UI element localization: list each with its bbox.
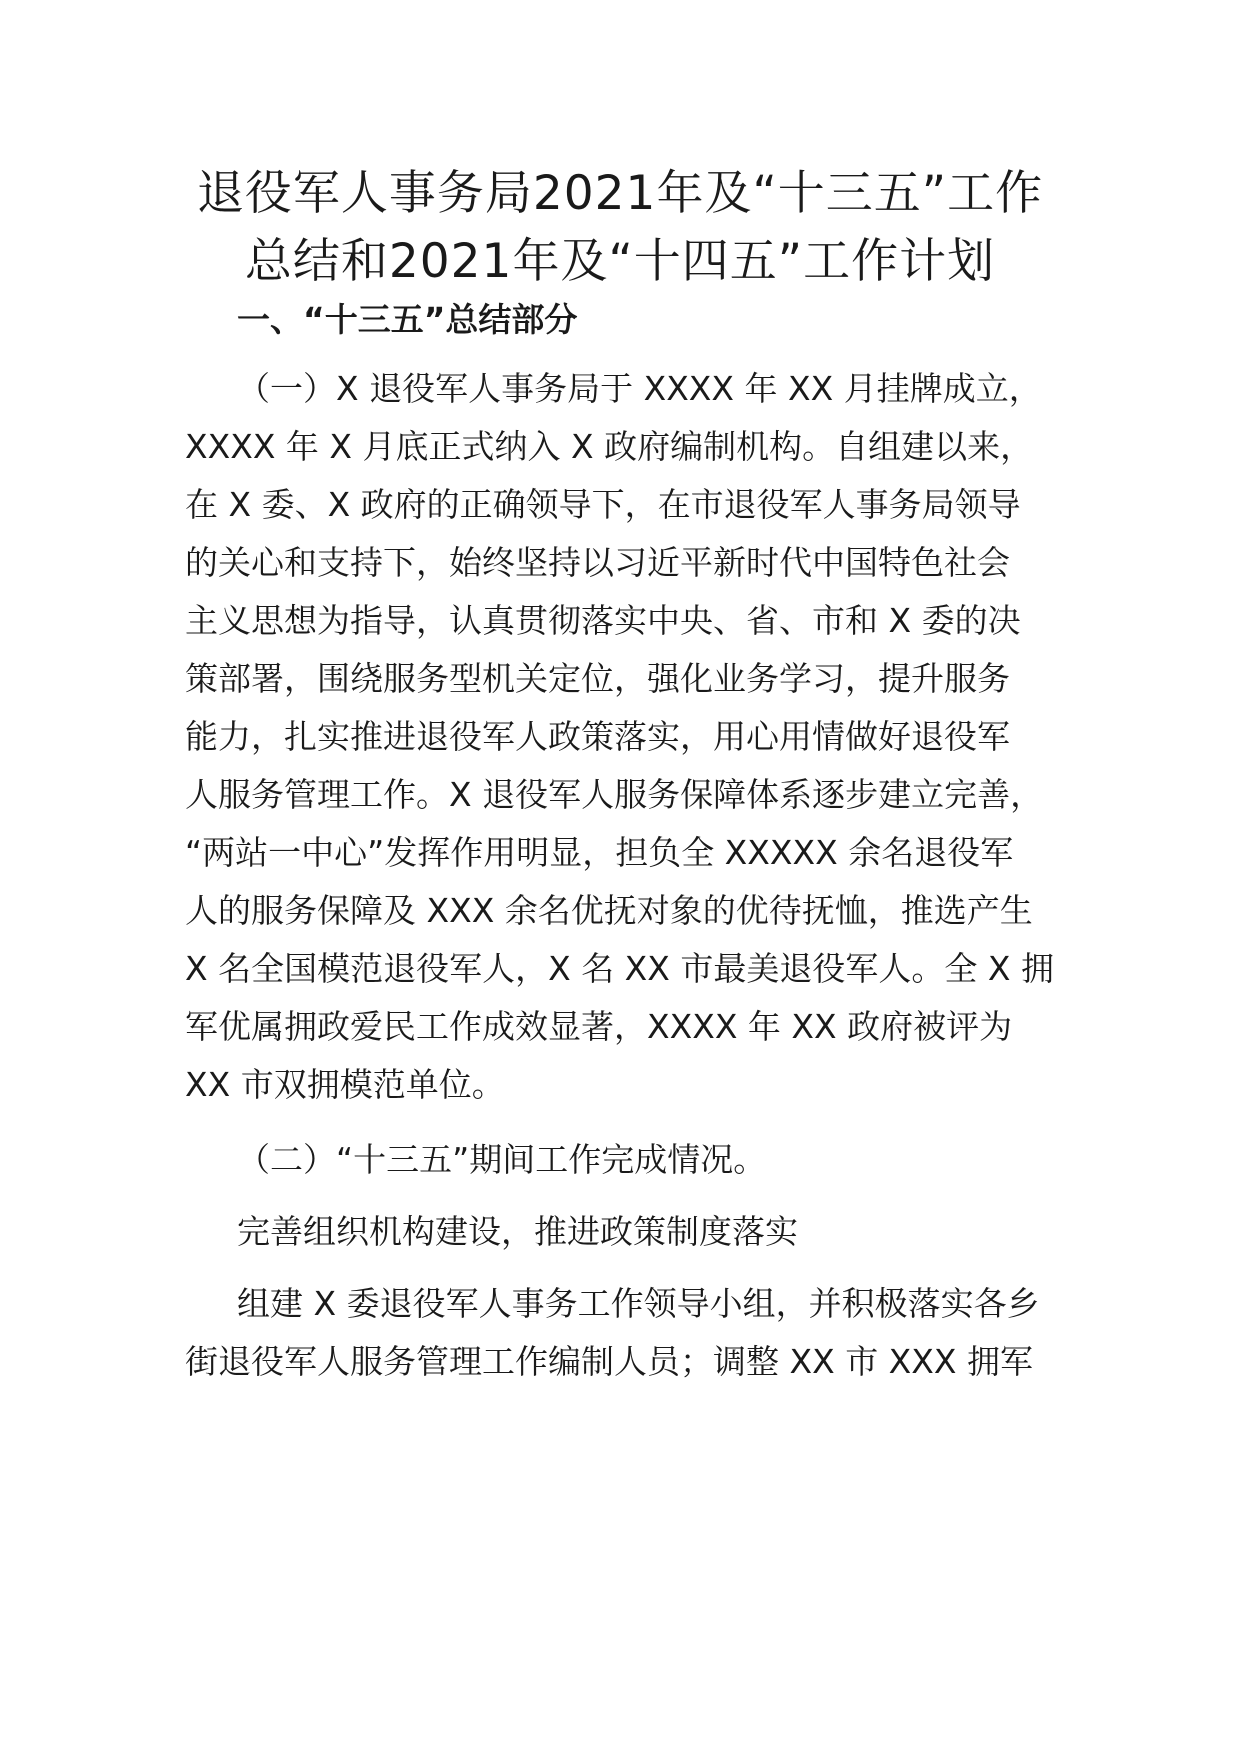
document-title-line-1: 退役军人事务局2021年及“十三五”工作 [196,166,1044,221]
subheading: 完善组织机构建设，推进政策制度落实 [237,1212,798,1251]
section-heading: 一、“十三五”总结部分 [237,300,578,339]
paragraph-line: 策部署，围绕服务型机关定位，强化业务学习，提升服务 [185,659,1010,698]
paragraph-line: 主义思想为指导，认真贯彻落实中央、省、市和 X 委的决 [185,601,1021,640]
document-title-line-2: 总结和2021年及“十四五”工作计划 [244,234,996,289]
subsection-heading: （二）“十三五”期间工作完成情况。 [237,1140,767,1179]
paragraph-line: 人的服务保障及 XXX 余名优抚对象的优待抚恤，推选产生 [185,891,1033,930]
paragraph-line: XX 市双拥模范单位。 [185,1065,505,1104]
paragraph-line: XXXX 年 X 月底正式纳入 X 政府编制机构。自组建以来， [185,427,1034,466]
paragraph-line: X 名全国模范退役军人，X 名 XX 市最美退役军人。全 X 拥 [185,949,1054,988]
paragraph-line: 的关心和支持下，始终坚持以习近平新时代中国特色社会 [185,543,1010,582]
paragraph-line: 能力，扎实推进退役军人政策落实，用心用情做好退役军 [185,717,1010,756]
paragraph-line: 在 X 委、X 政府的正确领导下，在市退役军人事务局领导 [185,485,1021,524]
paragraph-line: “两站一中心”发挥作用明显，担负全 XXXXX 余名退役军 [185,833,1014,872]
paragraph-line: 组建 X 委退役军人事务工作领导小组，并积极落实各乡 [237,1284,1040,1323]
paragraph-line: 街退役军人服务管理工作编制人员；调整 XX 市 XXX 拥军 [185,1342,1033,1381]
paragraph-line: 军优属拥政爱民工作成效显著，XXXX 年 XX 政府被评为 [185,1007,1013,1046]
paragraph-line: （一）X 退役军人事务局于 XXXX 年 XX 月挂牌成立， [237,369,1042,408]
paragraph-line: 人服务管理工作。X 退役军人服务保障体系逐步建立完善， [185,775,1044,814]
